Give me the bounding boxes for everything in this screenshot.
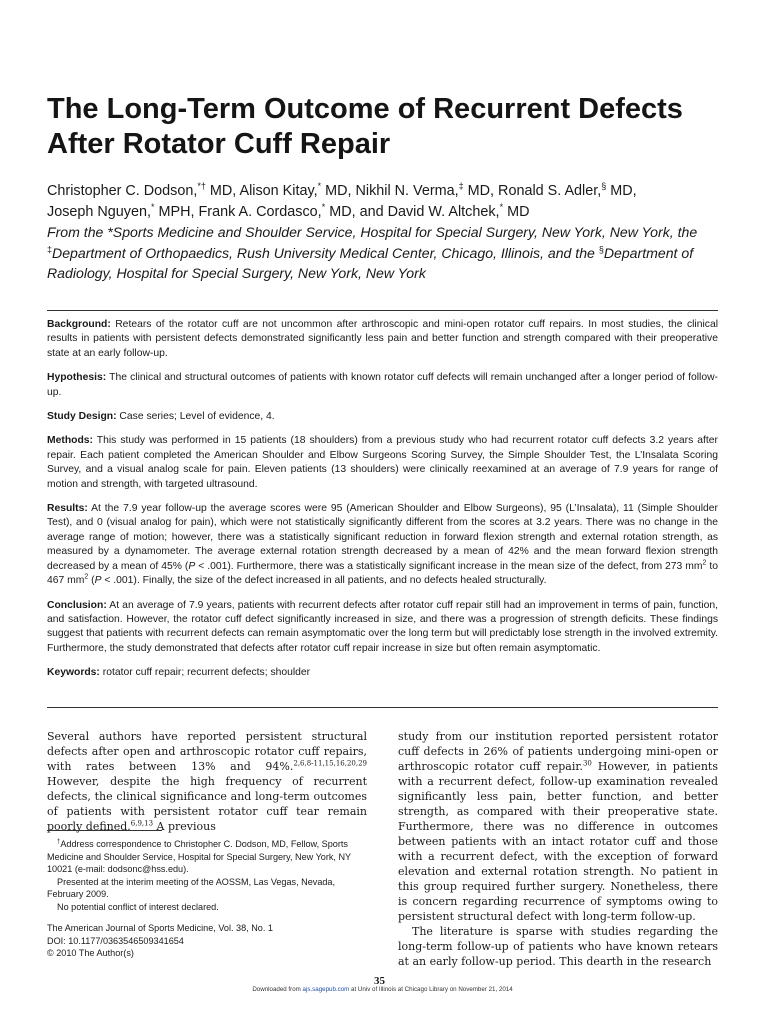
abstract-study-design: Study Design: Case series; Level of evidence, 4. <box>47 411 275 423</box>
journal-copyright: © 2010 The Author(s) <box>47 948 134 958</box>
abstract-background: Background: Retears of the rotator cuff are not uncommon after arthroscopic and mini-open rotator cuff repairs. In most studies, the clinical results in patients with persistent defects demonstrated significantly less pain and better function and strength compared with their preoperative state at an early follow-up. <box>47 319 718 359</box>
author-list <box>47 181 737 222</box>
journal-info <box>47 922 369 960</box>
footnote-conflict: No potential conflict of interest declared. <box>57 901 219 912</box>
footnote-correspondence: †Address correspondence to Christopher C. Dodson, MD, Fellow, Sports Medicine and Shoulder Service, Hospital for Special Surgery, New York, NY 10021 (e-mail: dodsonc@hss.edu). <box>47 838 351 874</box>
journal-doi: DOI: 10.1177/0363546509341654 <box>47 935 184 946</box>
footnote-rule <box>47 830 162 831</box>
abstract-bottom-rule <box>47 707 718 708</box>
body-column-left: Several authors have reported persistent structural defects after open and arthroscopic rotator cuff repairs, with rates between 13% and 94%.$^{2,6,8-11,15,16,20,29}$ However, despite the high frequency of recurrent defects, the clinical significance and long-term outcomes of patients with persistent rotator cuff tear remain poorly defined.$^{6,9,13}$ A previous <box>47 730 367 833</box>
abstract <box>47 318 718 691</box>
footnotes <box>47 838 369 913</box>
page-number: 35 <box>374 975 385 987</box>
body-column-right <box>398 729 718 969</box>
author-line-1: Christopher C. Dodson,*† MD, Alison Kitay,* MD, Nikhil N. Verma,‡ MD, Ronald S. Adler,§ MD, <box>47 181 637 199</box>
abstract-top-rule <box>47 310 718 311</box>
author-line-2: Joseph Nguyen,* MPH, Frank A. Cordasco,* MD, and David W. Altchek,* MD <box>47 201 530 220</box>
abstract-conclusion: Conclusion: At an average of 7.9 years, patients with recurrent defects after rotator cuff repair still had an improvement in terms of pain, function, and satisfaction. However, the rotator cuff defect significantly increased in size, and there was a progression of strength deficits. These findings suggest that patients with recurrent defects can remain asymptomatic over the long term but will predictably lose strength in the involved extremity. Furthermore, the study demonstrated that defects after rotator cuff repair increase in size but often remain asymptomatic. <box>47 599 718 654</box>
abstract-keywords: Keywords: rotator cuff repair; recurrent defects; shoulder <box>47 667 311 679</box>
abstract-hypothesis: Hypothesis: The clinical and structural outcomes of patients with known rotator cuff defects will remain unchanged after a longer period of follow-up. <box>47 372 718 398</box>
download-notice: Downloaded from ajs.sagepub.com at Univ of Illinois at Chicago Library on November 21, 2014 <box>252 986 513 993</box>
download-link[interactable]: ajs.sagepub.com <box>302 986 350 993</box>
footnote-presented: Presented at the interim meeting of the AOSSM, Las Vegas, Nevada, February 2009. <box>47 876 336 899</box>
journal-citation: The American Journal of Sports Medicine, Vol. 38, No. 1 <box>47 923 273 933</box>
body-paragraph: The literature is sparse with studies regarding the long-term follow-up of patients who have known retears at an early follow-up period. This dearth in the research <box>398 925 718 968</box>
body-paragraph: study from our institution reported persistent rotator cuff defects in 26% of patients undergoing mini-open or arthroscopic rotator cuff repair.$^{30}$ However, in patients with a recurrent defect, follow-up examination revealed significantly less pain, better function, and better strength, as compared with their preoperative state. Furthermore, there was no difference in outcomes between patients with an intact rotator cuff and those with a recurrent defect, with the exception of forward elevation and external rotation strength. No patient in this group required further surgery. Nonetheless, there is concern regarding recurrence of symptoms owing to persistent structural defect with long-term follow-up. <box>398 730 718 923</box>
article-title: The Long-Term Outcome of Recurrent Defects After Rotator Cuff Repair <box>47 93 683 160</box>
abstract-methods: Methods: This study was performed in 15 patients (18 shoulders) from a previous study who had recurrent rotator cuff defects 3.2 years after repair. Each patient completed the American Shoulder and Elbow Surgeons Scoring Survey, the Simple Shoulder Test, the L’Insalata Scoring Survey, and a visual analog scale for pain. Eleven patients (13 shoulders) were clinically reexamined at an average of 7.9 years for range of motion and strength, with targeted ultrasound. <box>47 435 718 490</box>
affiliation: From the *Sports Medicine and Shoulder Service, Hospital for Special Surgery, New York, New York, the ‡Department of Orthopaedics, Rush University Medical Center, Chicago, Illinois, and the §Department of Radiology, Hospital for Special Surgery, New York, New York <box>47 224 698 281</box>
abstract-results: Results: At the 7.9 year follow-up the average scores were 95 (American Shoulder and Elbow Surgeons), 95 (L’Insalata), 11 (Simple Shoulder Test), and 0 (visual analog for pain), which were not statistically significantly different from the scores at 3.2 years. There was no change in the average range of motion; however, there was a statistically significant reduction in forward flexion strength and external rotation strength, as measured by a dynamometer. The average external rotation strength decreased by a mean of 42% and the mean forward flexion strength decreased by a mean of 45% (P < .001). Furthermore, there was a statistically significant increase in the mean size of the defect, from 273 $mm^2$ to 467 $mm^2$ (P < .001). Finally, the size of the defect increased in all patients, and no defects healed structurally. <box>47 503 718 587</box>
